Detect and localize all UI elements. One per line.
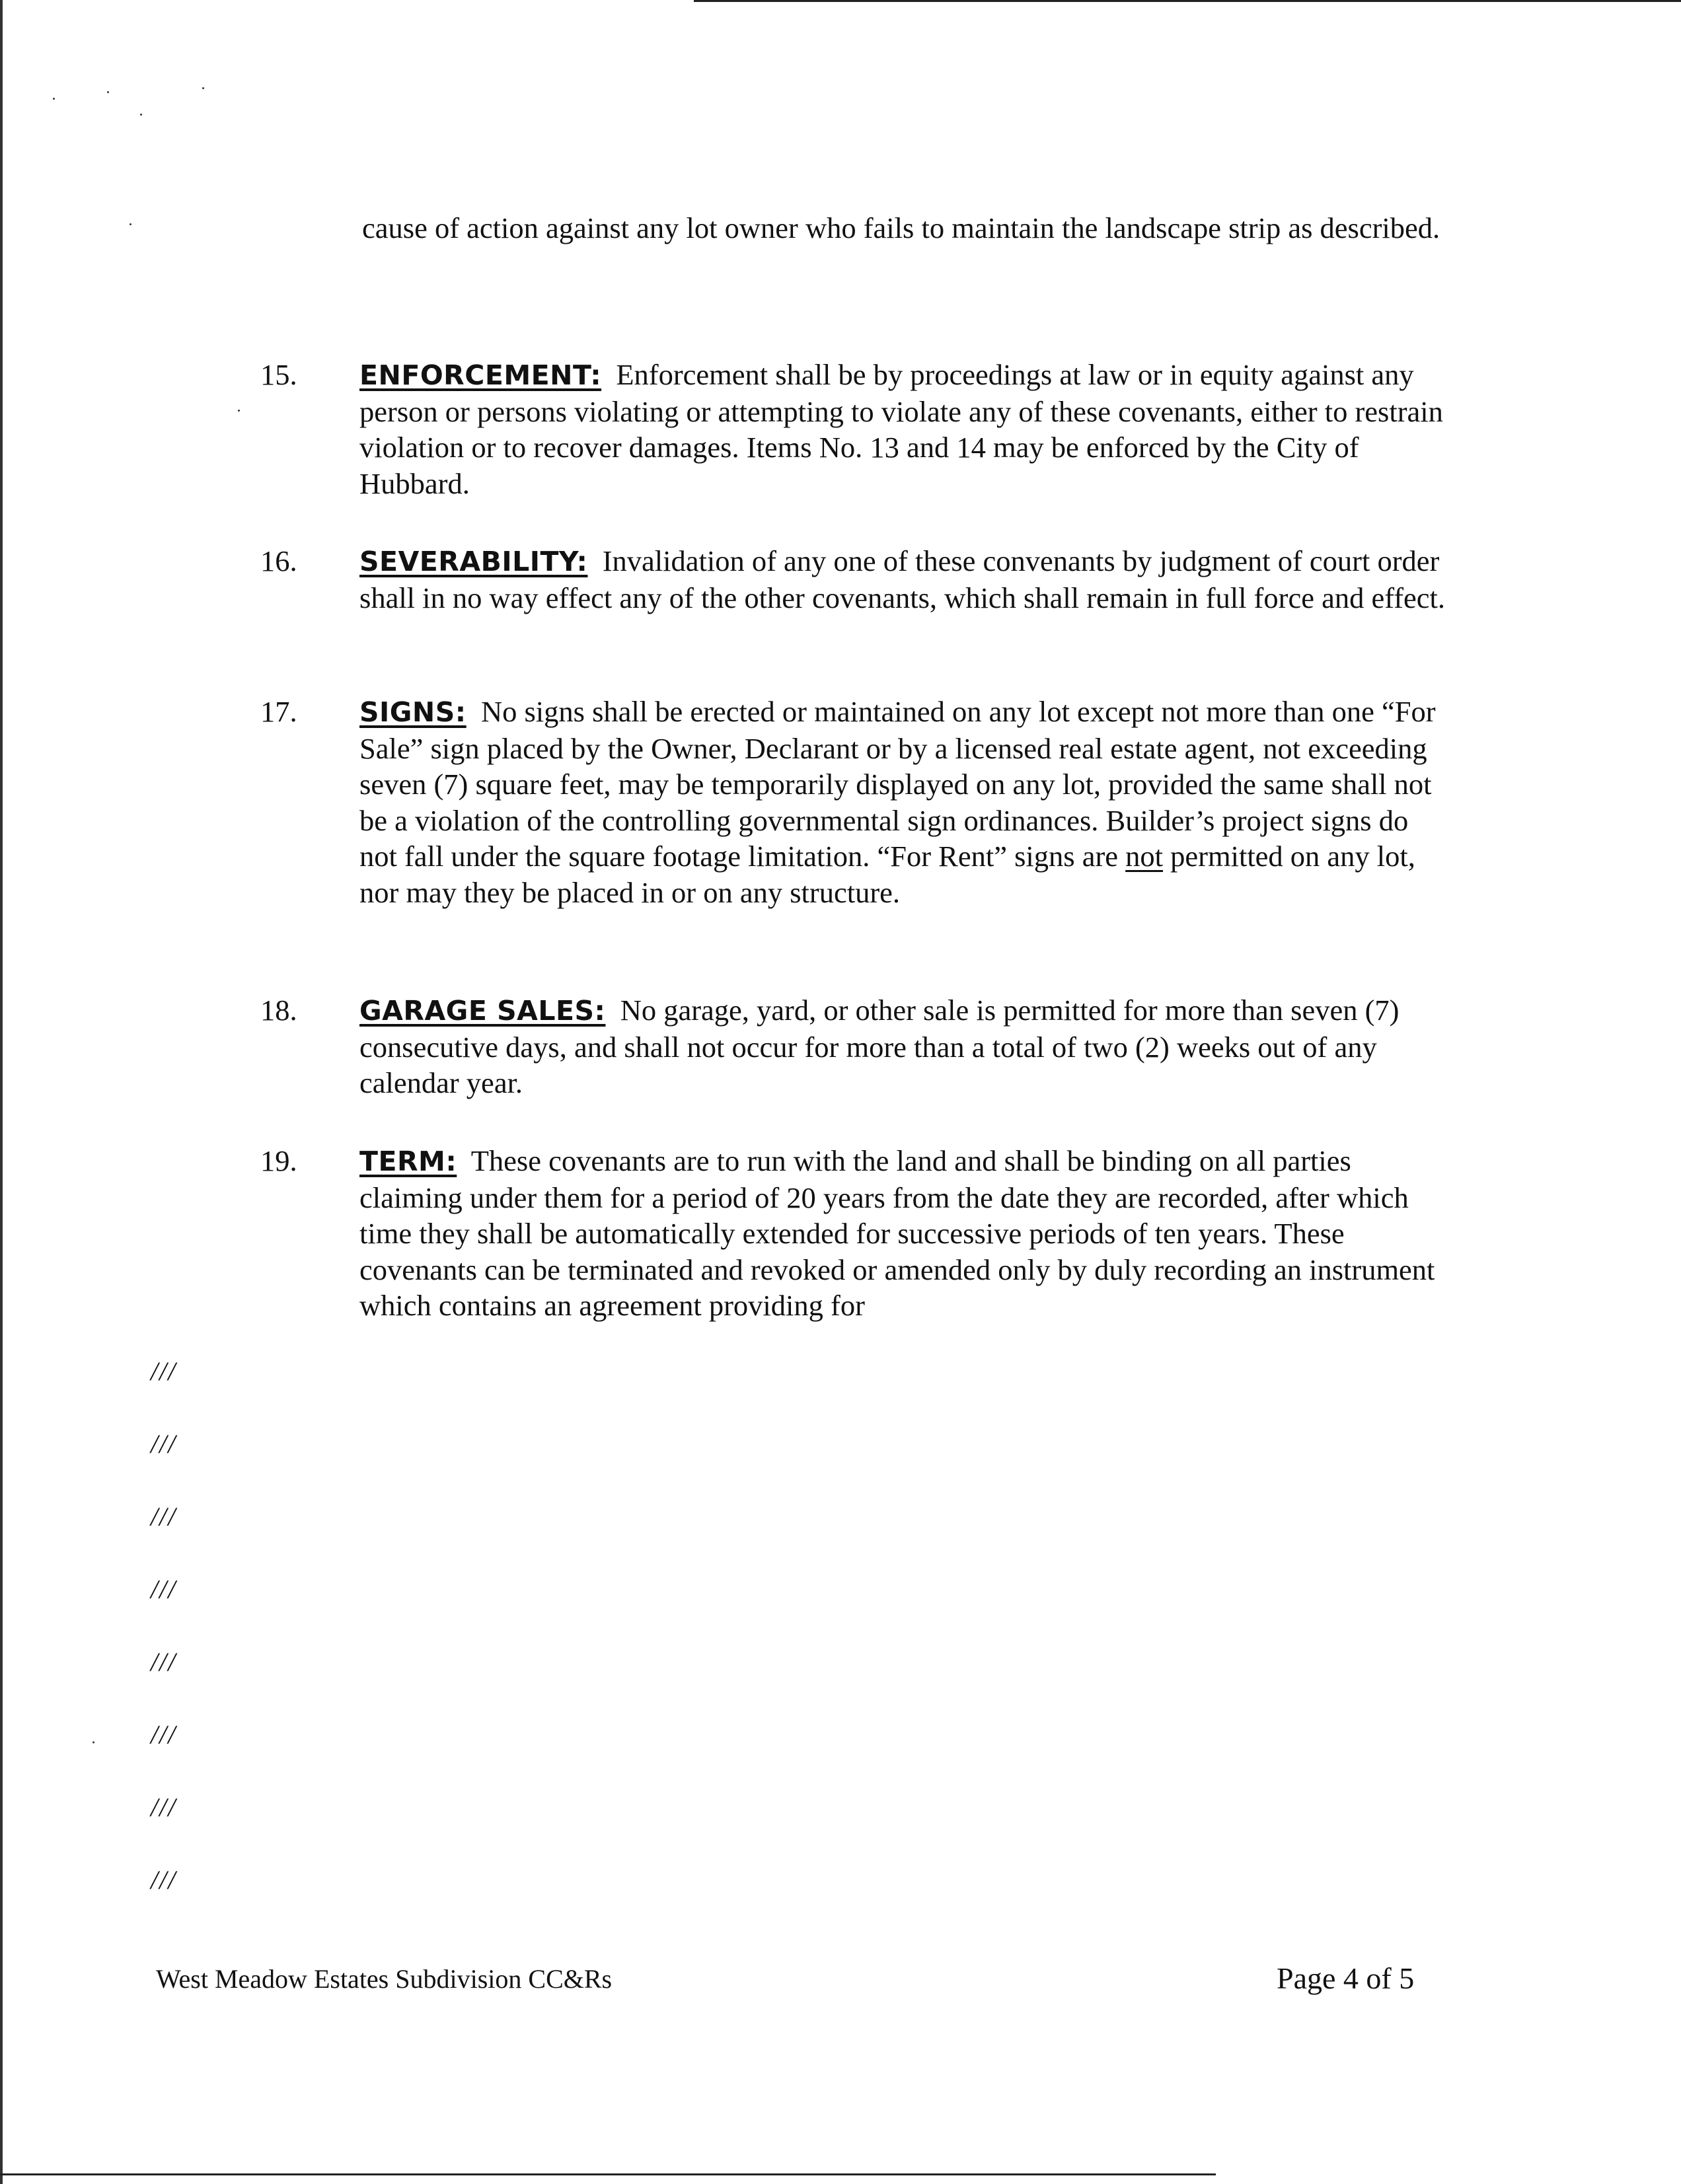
item-heading: ENFORCEMENT: — [359, 359, 602, 391]
item-heading: SIGNS: — [359, 696, 467, 728]
continuation-marks — [151, 1358, 176, 1940]
scan-speck — [130, 223, 131, 225]
scan-speck — [238, 410, 240, 412]
item-text: No signs shall be erected or maintained on any lot except not more than one “For Sale” sign placed by the Owner, Declarant or by a licensed real estate agent, not exceeding seven (7) square feet, may be temporarily displayed on any lot, provided the same shall not be a violation of the controlling governmental sign ordinances. Builder’s project signs do not fall under the square footage limitation. “For Rent” signs are — [359, 695, 1436, 873]
item-body — [359, 1143, 1446, 1324]
item-body — [359, 543, 1446, 616]
item-text: No garage, yard, or other sale is permitted for more than seven (7) consecutive days, and shall not occur for more than a total of two (2) weeks out of any calendar year. — [359, 994, 1400, 1099]
scan-speck — [53, 98, 55, 100]
item-text: These covenants are to run with the land and shall be binding on all parties claiming under them for a period of 20 years from the date they are recorded, after which time they shall be automatically extended for successive periods of ten years. These covenants can be terminated and revoked or amended only by duly recording an instrument which contains an agreement providing for — [359, 1144, 1435, 1322]
item-text: permitted on any lot, nor may they be placed in or on any structure. — [359, 840, 1415, 909]
intro-paragraph: cause of action against any lot owner who fails to maintain the landscape strip as described. — [362, 211, 1440, 244]
item-text-underlined: not — [1125, 840, 1164, 873]
continuation-mark: /// — [151, 1792, 177, 1822]
left-scan-edge — [0, 0, 3, 2184]
continuation-mark: /// — [151, 1429, 177, 1459]
bottom-scan-edge — [0, 2173, 1216, 2175]
footer-page-number: Page 4 of 5 — [1277, 1961, 1415, 1995]
footer-document-title: West Meadow Estates Subdivision CC&Rs — [156, 1964, 613, 1994]
item-number: 18. — [260, 994, 297, 1027]
continuation-mark: /// — [151, 1720, 177, 1749]
continuation-mark: /// — [151, 1574, 177, 1604]
item-body — [359, 357, 1446, 501]
item-heading: TERM: — [359, 1146, 457, 1177]
scan-speck — [93, 1741, 94, 1743]
item-number: 19. — [260, 1144, 297, 1177]
item-text: Enforcement shall be by proceedings at law or in equity against any person or persons violating or attempting to violate any of these covenants, either to restrain violation or to recover damages. Items No. 13 and 14 may be enforced by the City of Hubbard. — [359, 358, 1443, 500]
item-number: 17. — [260, 695, 297, 728]
continuation-mark: /// — [151, 1502, 177, 1531]
top-scan-edge — [694, 0, 1681, 2]
continuation-mark: /// — [151, 1356, 177, 1386]
scan-speck — [140, 114, 142, 116]
item-number: 16. — [260, 544, 297, 577]
item-body — [359, 694, 1446, 910]
continuation-mark: /// — [151, 1865, 177, 1895]
scan-speck — [202, 87, 204, 89]
item-body — [359, 992, 1446, 1101]
continuation-mark: /// — [151, 1647, 177, 1677]
item-text: Invalidation of any one of these convenants by judgment of court order shall in no way effect any of the other covenants, which shall remain in full force and effect. — [359, 544, 1446, 614]
item-heading: SEVERABILITY: — [359, 546, 588, 577]
item-heading: GARAGE SALES: — [359, 995, 606, 1027]
scan-speck — [107, 91, 109, 93]
item-number: 15. — [260, 358, 297, 391]
